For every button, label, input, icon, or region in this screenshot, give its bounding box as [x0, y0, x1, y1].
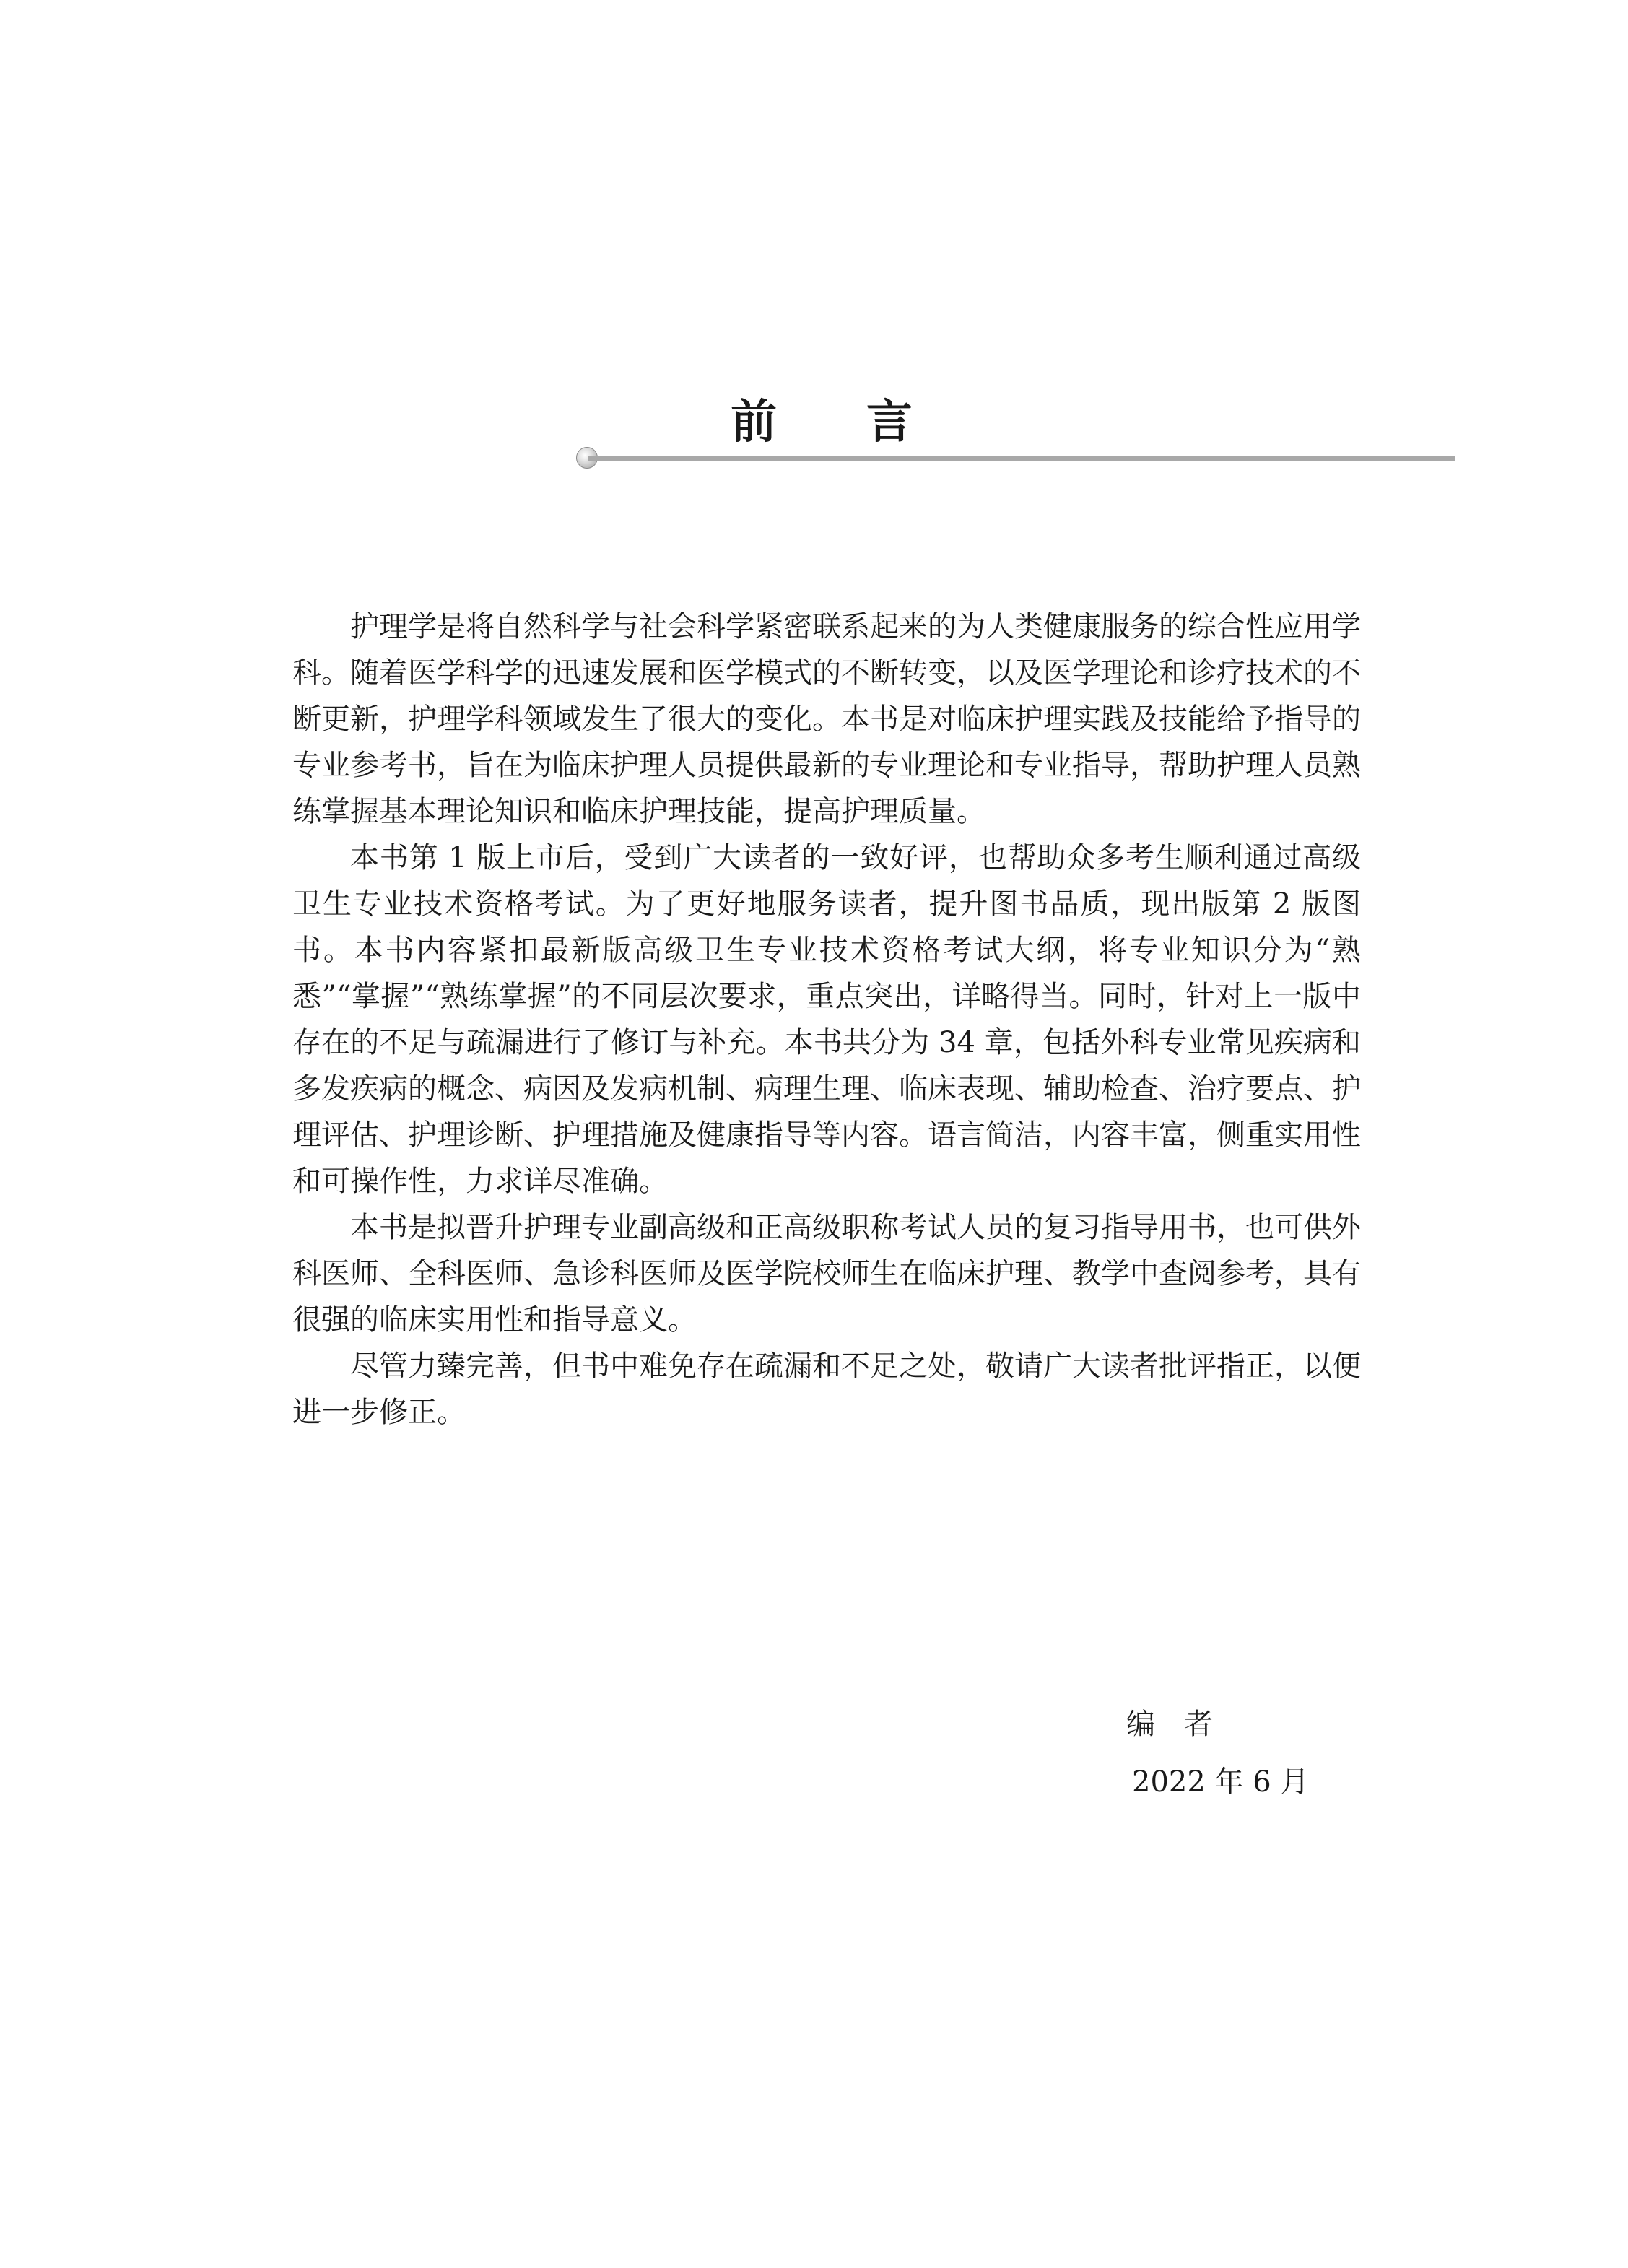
signature-date: 2022 年 6 月 — [1132, 1765, 1310, 1799]
paragraph-3: 本书是拟晋升护理专业副高级和正高级职称考试人员的复习指导用书，也可供外科医师、全科医师、急诊科医师及医学院校师生在临床护理、教学中查阅参考，具有很强的临床实用性和指导意义。 — [292, 1211, 1361, 1337]
paragraph-1: 护理学是将自然科学与社会科学紧密联系起来的为人类健康服务的综合性应用学科。随着医学科学的迅速发展和医学模式的不断转变，以及医学理论和诊疗技术的不断更新，护理学科领域发生了很大的变化。本书是对临床护理实践及技能给予指导的专业参考书，旨在为临床护理人员提供最新的专业理论和专业指导，帮助护理人员熟练掌握基本理论知识和临床护理技能，提高护理质量。 — [292, 610, 1361, 828]
preface-body — [292, 604, 1361, 1435]
title-char-1: 前 — [731, 395, 777, 449]
title-char-2: 言 — [866, 395, 913, 449]
paragraph-4: 尽管力臻完善，但书中难免存在疏漏和不足之处，敬请广大读者批评指正，以便进一步修正。 — [292, 1350, 1361, 1429]
author-signature: 编 者 — [1126, 1708, 1213, 1741]
title-rule-line — [588, 456, 1455, 461]
paragraph-2: 本书第 1 版上市后，受到广大读者的一致好评，也帮助众多考生顺利通过高级卫生专业技术资格考试。为了更好地服务读者，提升图书品质，现出版第 2 版图书。本书内容紧扣最新版高级卫生专业技术资格考试大纲，将专业知识分为“熟悉”“掌握”“熟练掌握”的不同层次要求，重点突出，详略得当。同时，针对上一版中存在的不足与疏漏进行了修订与补充。本书共分为 34 章，包括外科专业常见疾病和多发疾病的概念、病因及发病机制、病理生理、临床表现、辅助检查、治疗要点、护理评估、护理诊断、护理措施及健康指导等内容。语言简洁，内容丰富，侧重实用性和可操作性，力求详尽准确。 — [292, 841, 1361, 1198]
